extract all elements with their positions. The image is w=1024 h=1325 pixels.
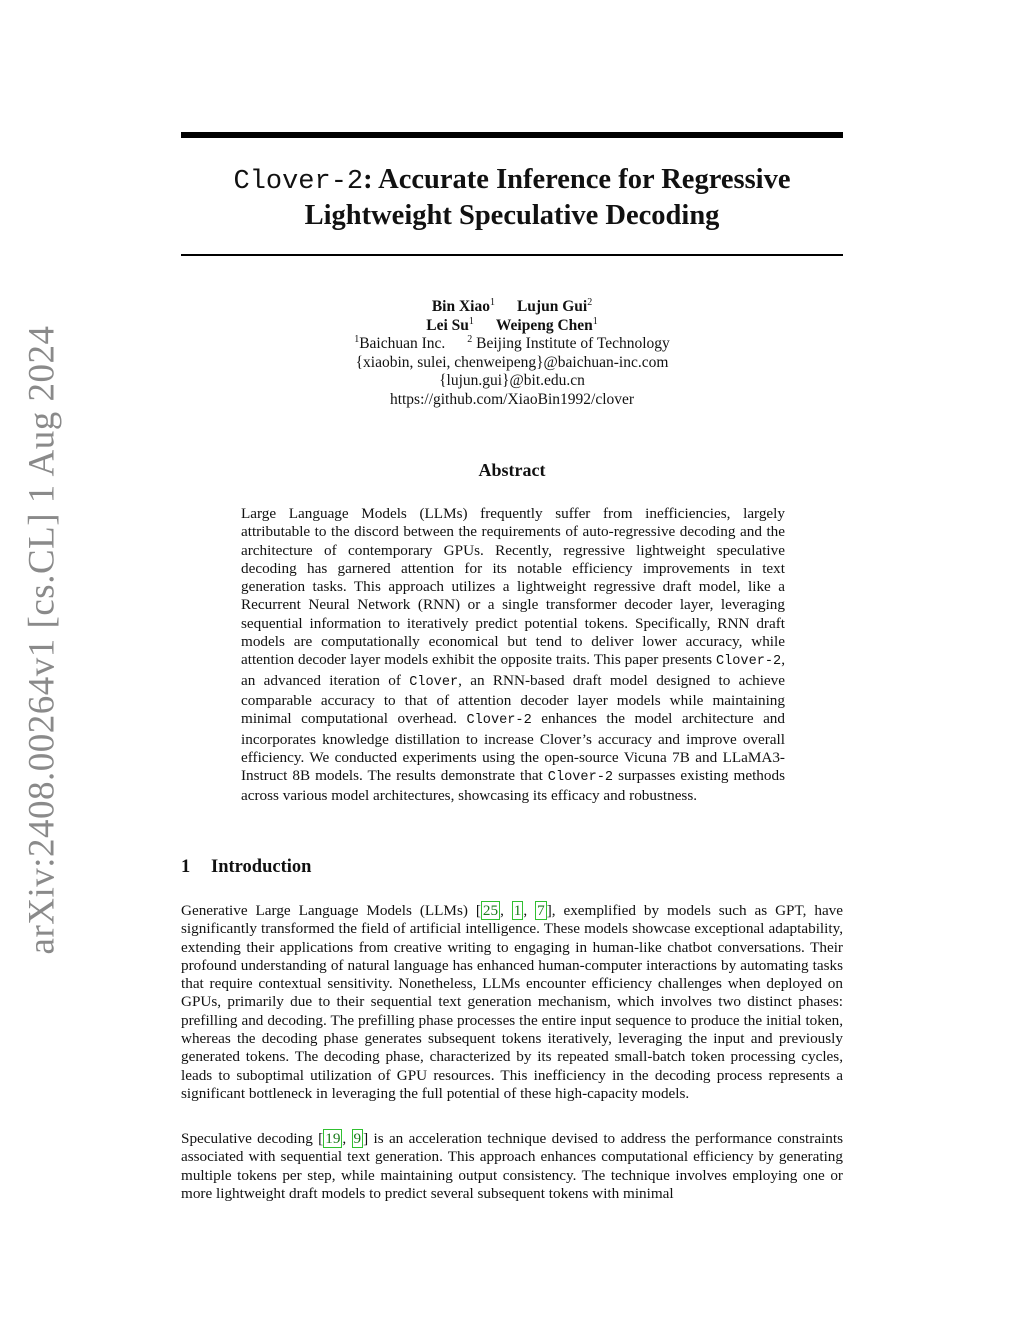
- title-line1: : Accurate Inference for Regressive: [363, 164, 791, 195]
- paragraph-text-run: Speculative decoding [: [181, 1130, 324, 1147]
- author-row-2: [181, 317, 843, 336]
- author-affiliation-mark: 1: [489, 297, 495, 308]
- author-name: Bin Xiao: [431, 298, 490, 315]
- affiliations: [181, 335, 843, 354]
- author-affiliation-mark: 2: [587, 297, 593, 308]
- paper-title: [181, 163, 843, 232]
- title-model-name: Clover-2: [233, 167, 364, 197]
- paragraph-text-run: Generative Large Language Models (LLMs) [: [181, 902, 481, 919]
- abstract-heading: Abstract: [478, 460, 546, 480]
- code-repository-link[interactable]: https://github.com/XiaoBin1992/clover: [389, 390, 635, 408]
- author-email[interactable]: {lujun.gui}@bit.edu.cn: [439, 372, 585, 389]
- affiliation-mark: 2: [467, 334, 473, 345]
- abstract-code-term: Clover-2: [466, 713, 532, 729]
- author-affiliation-mark: 1: [468, 315, 474, 327]
- author-name: Weipeng Chen: [495, 316, 593, 334]
- citation-link[interactable]: 1: [513, 902, 522, 919]
- abstract-code-term: Clover: [409, 674, 459, 690]
- abstract-code-term: Clover-2: [715, 654, 782, 670]
- abstract-text-run: enhances the model architecture and incorporates knowledge distillation to increase Clover’s accuracy and improve overall efficiency. We conducted experiments using the open-source Vicuna 7B and LLaMA3-Instruct 8B models. The results demonstrate that: [241, 710, 785, 785]
- author-email[interactable]: {xiaobin, sulei, chenweipeng}@baichuan-inc.com: [355, 353, 669, 371]
- affiliation: Beijing Institute of Technology: [476, 335, 670, 352]
- section-number: 1: [181, 857, 191, 877]
- paragraph-text-run: ] is an acceleration technique devised to address the performance constraints associated with sequential text generation. This approach enhances computational efficiency by generating multiple tokens per step, while maintaining output consistency. The technique involves employing one or more lightweight draft models to predict several subsequent tokens with minimal: [181, 1130, 844, 1202]
- title-bottom-rule: [181, 254, 843, 256]
- citation-link[interactable]: 9: [353, 1130, 362, 1147]
- title-line2: Lightweight Speculative Decoding: [304, 200, 720, 231]
- abstract-code-term: Clover-2: [547, 770, 614, 786]
- author-row-1: [181, 298, 843, 317]
- abstract-text: [241, 505, 785, 806]
- section-heading-introduction: [181, 857, 311, 878]
- affiliation-mark: 1: [354, 334, 360, 345]
- abstract-text-run: surpasses existing methods across various model architectures, showcasing its efficacy and robustness.: [241, 767, 785, 805]
- arxiv-identifier-stamp: arXiv:2408.00264v1 [cs.CL] 1 Aug 2024: [21, 325, 63, 955]
- author-name: Lei Su: [426, 316, 469, 334]
- introduction-paragraph-1: Generative Large Language Models (LLMs) [ 25 , 1 , 7 ], exemplified by models such as GPT, have significantly transformed the field of artificial intelligence. These models showcase exceptional adaptability, extending their applications from creative writing to engaging in human-like chatbot conversations. Their profound understanding of natural language has enhanced human-computer interactions by automating tasks that require contextual sensitivity. Nonetheless, LLMs encounter efficiency challenges when deployed on GPUs, primarily due to their sequential text generation mechanism, which involves two distinct phases: prefilling and decoding. The prefilling phase processes the entire input sequence to produce the initial token, whereas the decoding phase generates subsequent tokens iteratively, leveraging the input and previously generated tokens. The decoding phase, characterized by its repeated small-batch token processing cycles, leads to suboptimal utilization of GPU resources. This inefficiency in the decoding process represents a significant bottleneck in leveraging the full potential of these high-capacity models.: [181, 902, 844, 1102]
- abstract-text-run: Large Language Models (LLMs) frequently suffer from inefficiencies, largely attributable to the discord between the requirements of auto-regressive decoding and the architecture of contemporary GPUs. Recently, regressive lightweight speculative decoding has garnered attention for its notable efficiency improvements in text generation tasks. This approach utilizes a lightweight regressive draft model, like a Recurrent Neural Network (RNN) or a single transformer decoder layer, leveraging sequential information to iteratively predict potential tokens. Specifically, RNN draft models are computationally economical but tend to deliver lower accuracy, while attention decoder layer models exhibit the opposite traits. This paper presents: [241, 505, 785, 669]
- abstract-text-run: , an RNN-based draft model designed to achieve comparable accuracy to that of attention decoder layer models while maintaining minimal computational overhead.: [241, 671, 785, 728]
- author-affiliation-mark: 1: [592, 315, 598, 327]
- author-name: Lujun Gui: [516, 298, 588, 315]
- title-top-rule: [181, 132, 843, 138]
- citation-link[interactable]: 7: [537, 902, 545, 919]
- introduction-paragraph-2: Speculative decoding [ 19 , 9 ] is an acceleration technique devised to address the performance constraints associated with sequential text generation. This approach enhances computational efficiency by generating multiple tokens per step, while maintaining output consistency. The technique involves employing one or more lightweight draft models to predict several subsequent tokens with minimal: [181, 1130, 844, 1202]
- abstract-text-run: , an advanced iteration of: [241, 651, 785, 689]
- affiliation: Baichuan Inc.: [359, 335, 446, 352]
- citation-link[interactable]: 19: [325, 1130, 341, 1147]
- section-title: Introduction: [211, 857, 312, 877]
- author-block: [181, 298, 843, 409]
- citation-link[interactable]: 25: [482, 902, 499, 919]
- paragraph-text-run: ], exemplified by models such as GPT, have significantly transformed the field of artificial intelligence. These models showcase exceptional adaptability, extending their applications from creative writing to engaging in human-like chatbot conversations. Their profound understanding of natural language has enhanced human-computer interactions by automating tasks that require contextual sensitivity. Nonetheless, LLMs encounter efficiency challenges when deployed on GPUs, primarily due to their sequential text generation mechanism, which involves two distinct phases: prefilling and decoding. The prefilling phase processes the entire input sequence to produce the initial token, whereas the decoding phase generates subsequent tokens iteratively, leveraging the input and previously generated tokens. The decoding phase, characterized by its repeated small-batch token processing cycles, leads to suboptimal utilization of GPU resources. This inefficiency in the decoding process represents a significant bottleneck in leveraging the full potential of these high-capacity models.: [181, 902, 844, 1102]
